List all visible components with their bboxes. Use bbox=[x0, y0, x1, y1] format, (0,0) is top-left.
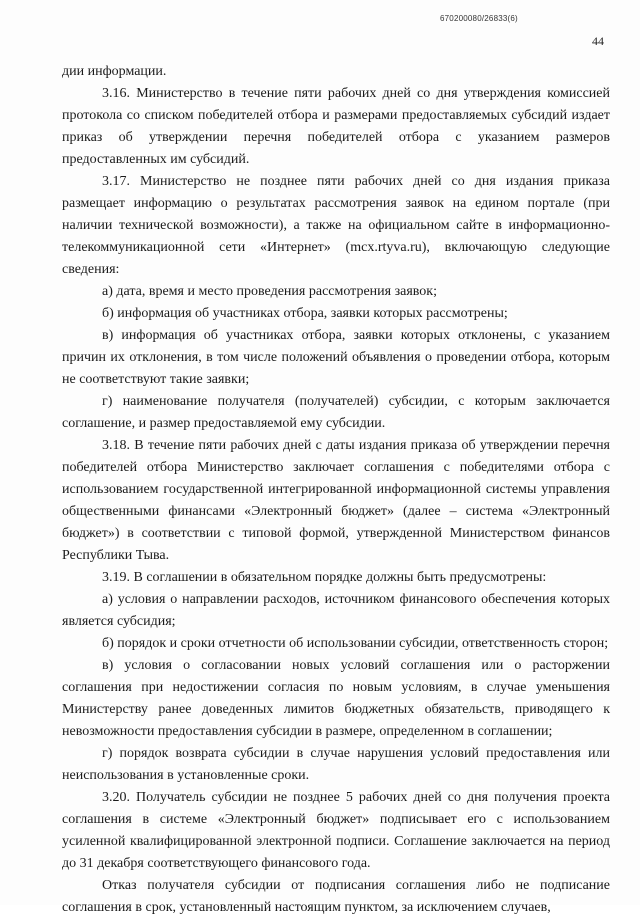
list-item-b: б) порядок и сроки отчетности об использовании субсидии, ответственность сторон; bbox=[102, 636, 609, 651]
list-item-a: а) дата, время и место проведения рассмотрения заявок; bbox=[102, 284, 437, 299]
list-item-v: в) условия о согласовании новых условий соглашения или о расторжении соглашения при недостижении согласия по новым условиям, в случае уменьшения Министерству ранее доведенных лимитов бюджетных обязательств, приводящего к невозможности предоставления субсидии в размере, определенном в соглашении; bbox=[62, 658, 610, 739]
paragraph-3-18: 3.18. В течение пяти рабочих дней с даты издания приказа об утверждении перечня победителей отбора Министерство заключает соглашения с победителями отбора с использованием государственной интегрированной информационной системы управления общественными финансами «Электронный бюджет» (далее – система «Электронный бюджет») в соответствии с типовой формой, утвержденной Министерством финансов Республики Тыва. bbox=[62, 438, 610, 563]
paragraph-3-20: 3.20. Получатель субсидии не позднее 5 рабочих дней со дня получения проекта соглашения в системе «Электронный бюджет» подписывает его с использованием усиленной квалифицированной электронной подписи. Соглашение заключается на период до 31 декабря соответствующего финансового года. bbox=[62, 790, 610, 871]
list-item-v: в) информация об участниках отбора, заявки которых отклонены, с указанием причин их отклонения, в том числе положений объявления о проведении отбора, которым не соответствуют такие заявки; bbox=[62, 328, 610, 387]
list-item-g: г) порядок возврата субсидии в случае нарушения условий предоставления или неиспользования в установленные сроки. bbox=[62, 746, 610, 783]
document-code: 670200080/26833(6) bbox=[440, 14, 518, 23]
document-body bbox=[62, 61, 610, 919]
paragraph-3-16: 3.16. Министерство в течение пяти рабочих дней со дня утверждения комиссией протокола со списком победителей отбора и размерами предоставляемых субсидий издает приказ об утверждении перечня победителей отбора с указанием размеров предоставленных им субсидий. bbox=[62, 86, 610, 167]
page-number: 44 bbox=[592, 34, 604, 48]
list-item-b: б) информация об участниках отбора, заявки которых рассмотрены; bbox=[102, 306, 508, 321]
list-item-a: а) условия о направлении расходов, источником финансового обеспечения которых является субсидия; bbox=[62, 592, 610, 629]
paragraph-3-17: 3.17. Министерство не позднее пяти рабочих дней со дня издания приказа размещает информацию о результатах рассмотрения заявок на едином портале (при наличии технической возможности), а также на официальном сайте в информационно-телекоммуникационной сети «Интернет» (mcx.rtyva.ru), включающую следующие сведения: bbox=[62, 174, 610, 277]
paragraph-3-19: 3.19. В соглашении в обязательном порядке должны быть предусмотрены: bbox=[102, 570, 547, 585]
paragraph-refusal: Отказ получателя субсидии от подписания соглашения либо не подписание соглашения в срок, установленный настоящим пунктом, за исключением случаев, bbox=[62, 878, 610, 915]
paragraph-continuation: дии информации. bbox=[62, 64, 167, 79]
list-item-g: г) наименование получателя (получателей) субсидии, с которым заключается соглашение, и размер предоставляемой ему субсидии. bbox=[62, 394, 610, 431]
